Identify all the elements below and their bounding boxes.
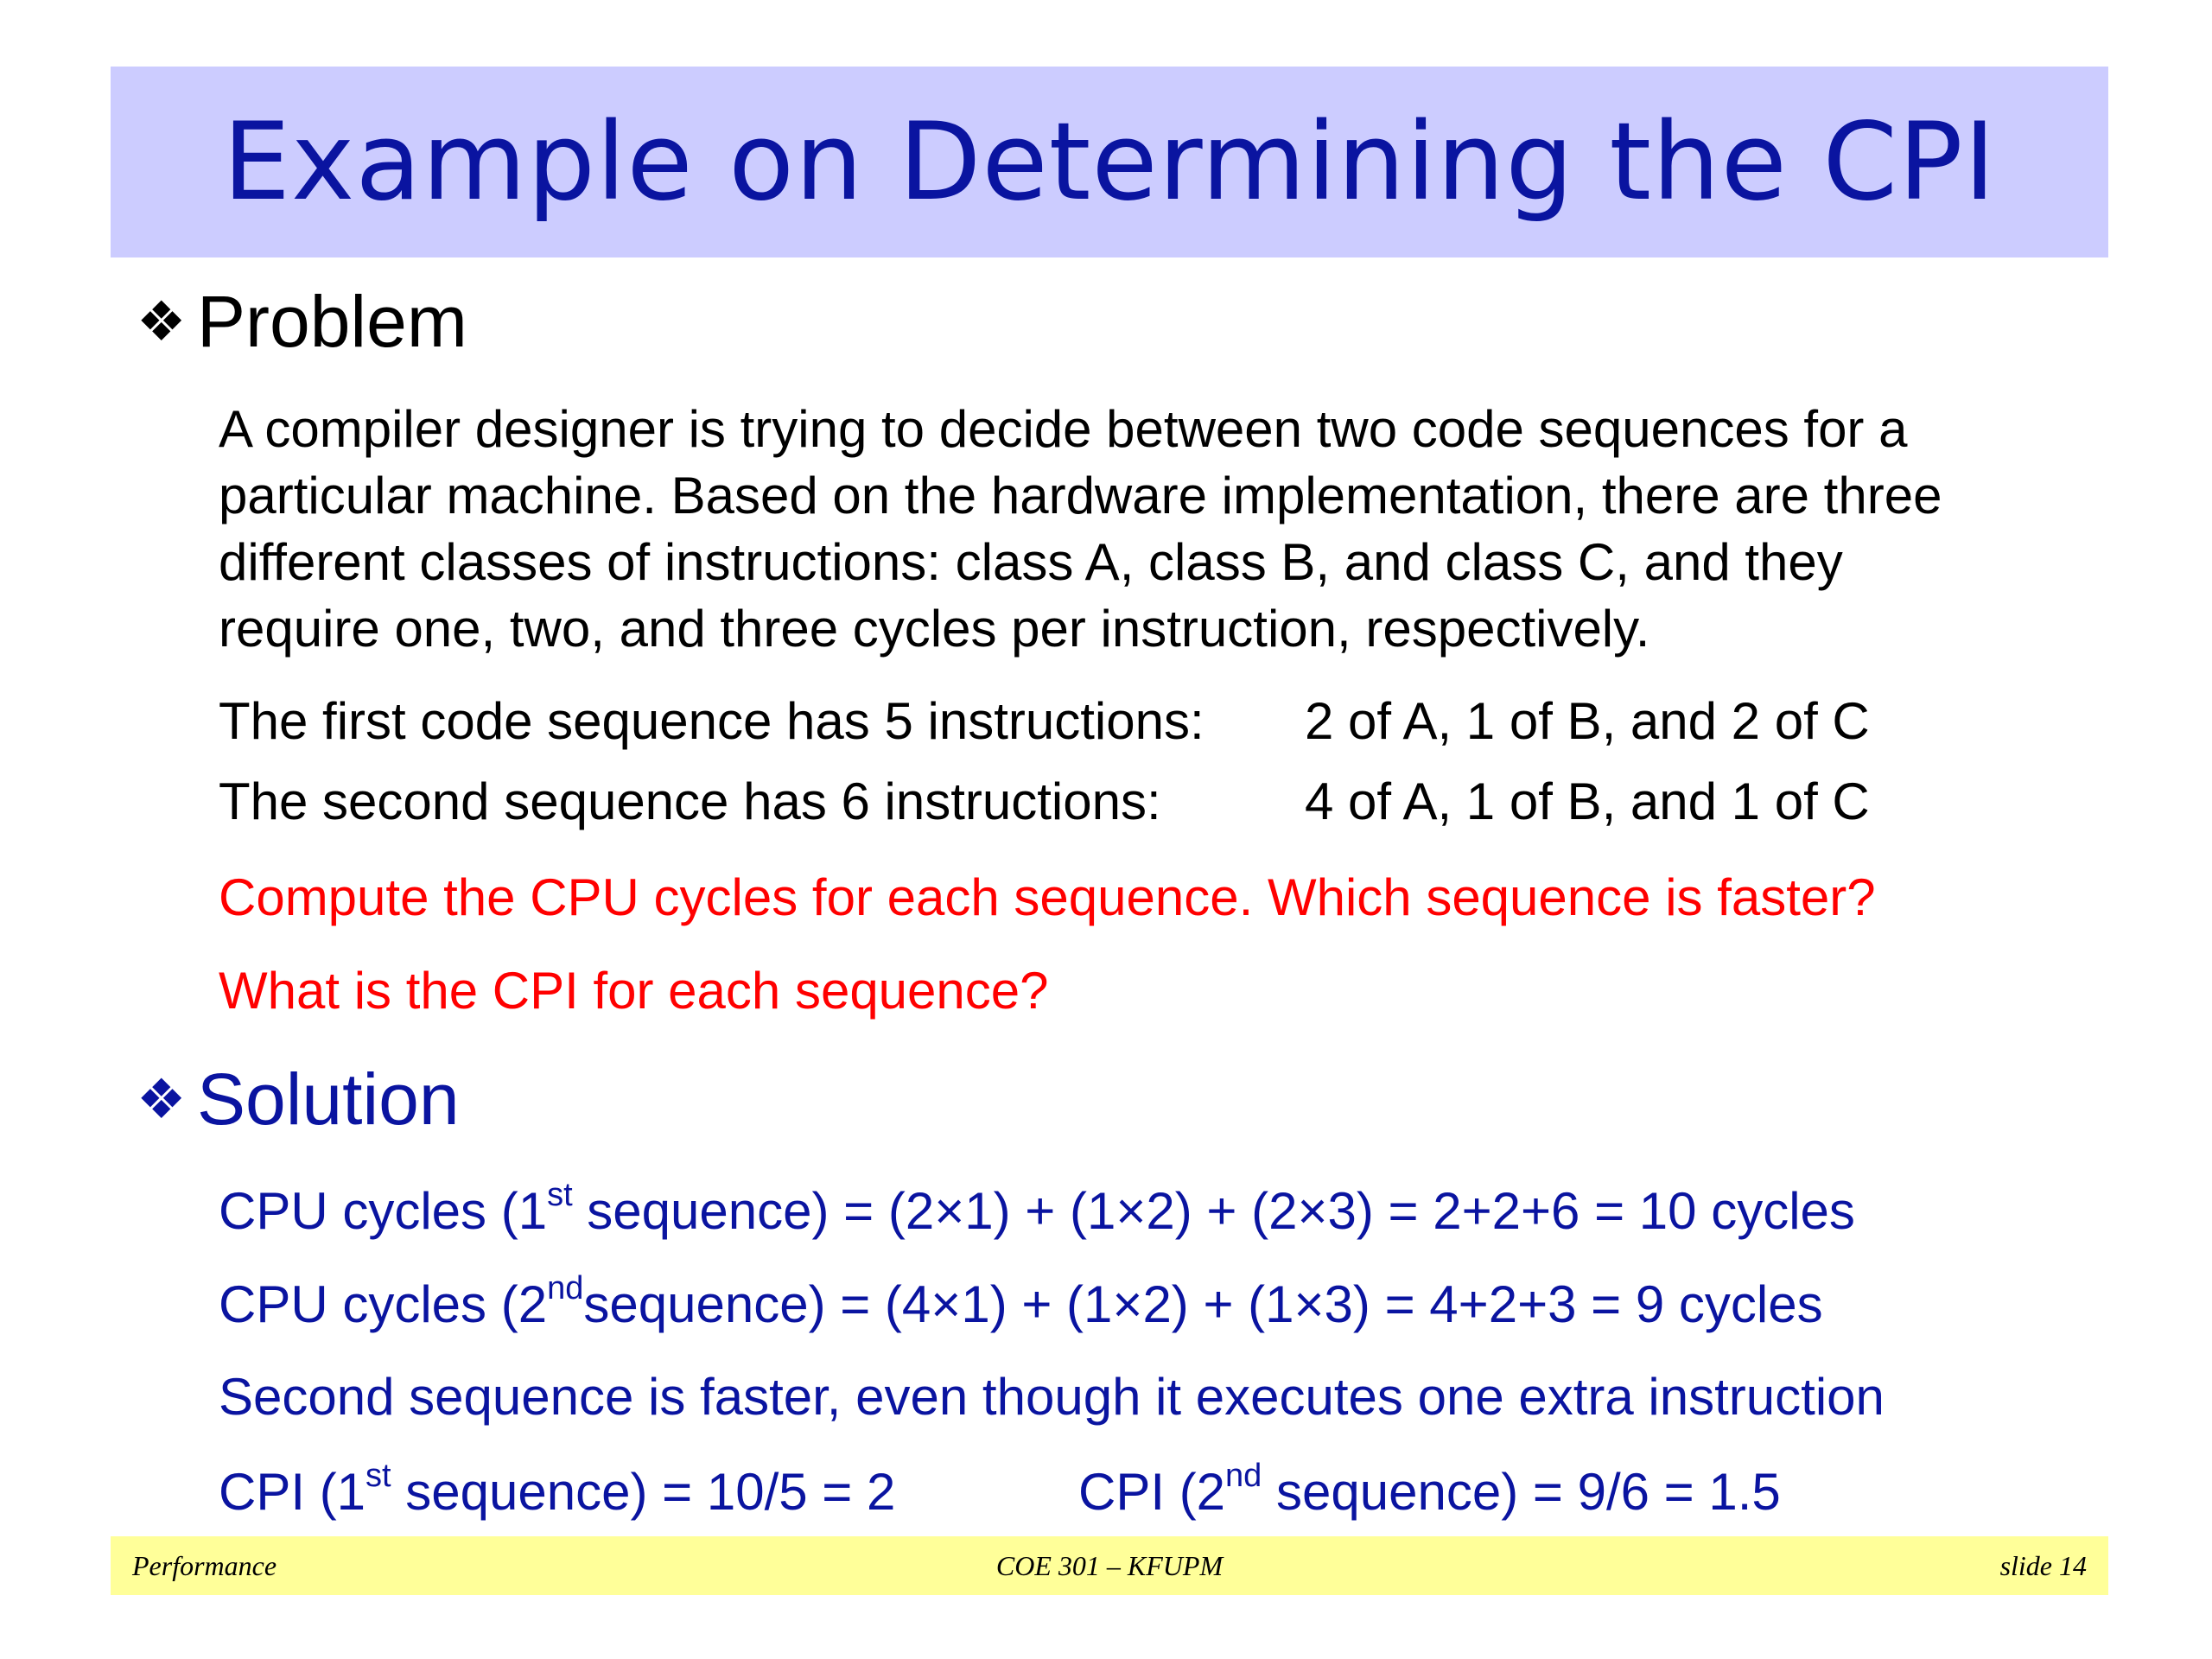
sequence-label: The second sequence has 6 instructions:: [219, 772, 1161, 830]
text-part: sequence) = 9/6 = 1.5: [1262, 1463, 1781, 1521]
text-part: sequence) = (2×1) + (1×2) + (2×3) = 2+2+6 = 10 cycles: [572, 1182, 1855, 1240]
problem-line: particular machine. Based on the hardware implementation, there are three: [219, 467, 1942, 524]
problem-heading-text: Problem: [197, 281, 467, 362]
sequence-row-2: [219, 772, 1870, 831]
question-2: What is the CPI for each sequence?: [219, 962, 1049, 1020]
text-part: CPU cycles (1: [219, 1182, 548, 1240]
solution-heading-text: Solution: [197, 1058, 460, 1140]
problem-line: different classes of instructions: class A, class B, and class C, and they: [219, 533, 1843, 591]
cpi-1: [219, 1458, 896, 1521]
sequence-mix: 4 of A, 1 of B, and 1 of C: [1305, 772, 1870, 830]
four-diamond-bullet-icon: ❖: [137, 1068, 187, 1130]
problem-heading: [137, 281, 467, 362]
footer-slide-number: slide 14: [1999, 1550, 2087, 1581]
ordinal-superscript: st: [547, 1177, 573, 1213]
text-part: CPI (1: [219, 1463, 366, 1521]
four-diamond-bullet-icon: ❖: [137, 290, 187, 353]
ordinal-superscript: nd: [1225, 1458, 1262, 1494]
text-part: sequence) = 10/5 = 2: [391, 1463, 896, 1521]
sequence-row-1: [219, 691, 1870, 751]
ordinal-superscript: st: [365, 1458, 391, 1494]
title-bar: [111, 67, 2108, 257]
sequence-mix: 2 of A, 1 of B, and 2 of C: [1305, 692, 1870, 750]
footer-course: COE 301 – KFUPM: [995, 1550, 1224, 1581]
slide-title: Example on Determining the CPI: [222, 99, 1997, 225]
text-part: sequence) = (4×1) + (1×2) + (1×3) = 4+2+3 = 9 cycles: [583, 1275, 1823, 1333]
problem-line: require one, two, and three cycles per instruction, respectively.: [219, 600, 1650, 658]
text-part: CPU cycles (2: [219, 1275, 548, 1333]
solution-cycles-2: [219, 1271, 2094, 1338]
cpi-2: [1078, 1459, 1781, 1525]
footer-topic: Performance: [132, 1550, 277, 1581]
problem-line: A compiler designer is trying to decide between two code sequences for a: [219, 400, 1908, 458]
question-1: Compute the CPU cycles for each sequence. Which sequence is faster?: [219, 868, 1876, 926]
solution-heading: [137, 1058, 460, 1140]
sequence-label: The first code sequence has 5 instructions:: [219, 692, 1205, 750]
solution-conclusion: Second sequence is faster, even though it executes one extra instruction: [219, 1368, 1885, 1426]
solution-cpi-row: [219, 1459, 2094, 1525]
slide-footer: [111, 1536, 2108, 1595]
text-part: CPI (2: [1078, 1463, 1226, 1521]
solution-cycles-1: [219, 1178, 2094, 1244]
problem-description: [219, 396, 2094, 662]
ordinal-superscript: nd: [547, 1270, 584, 1306]
